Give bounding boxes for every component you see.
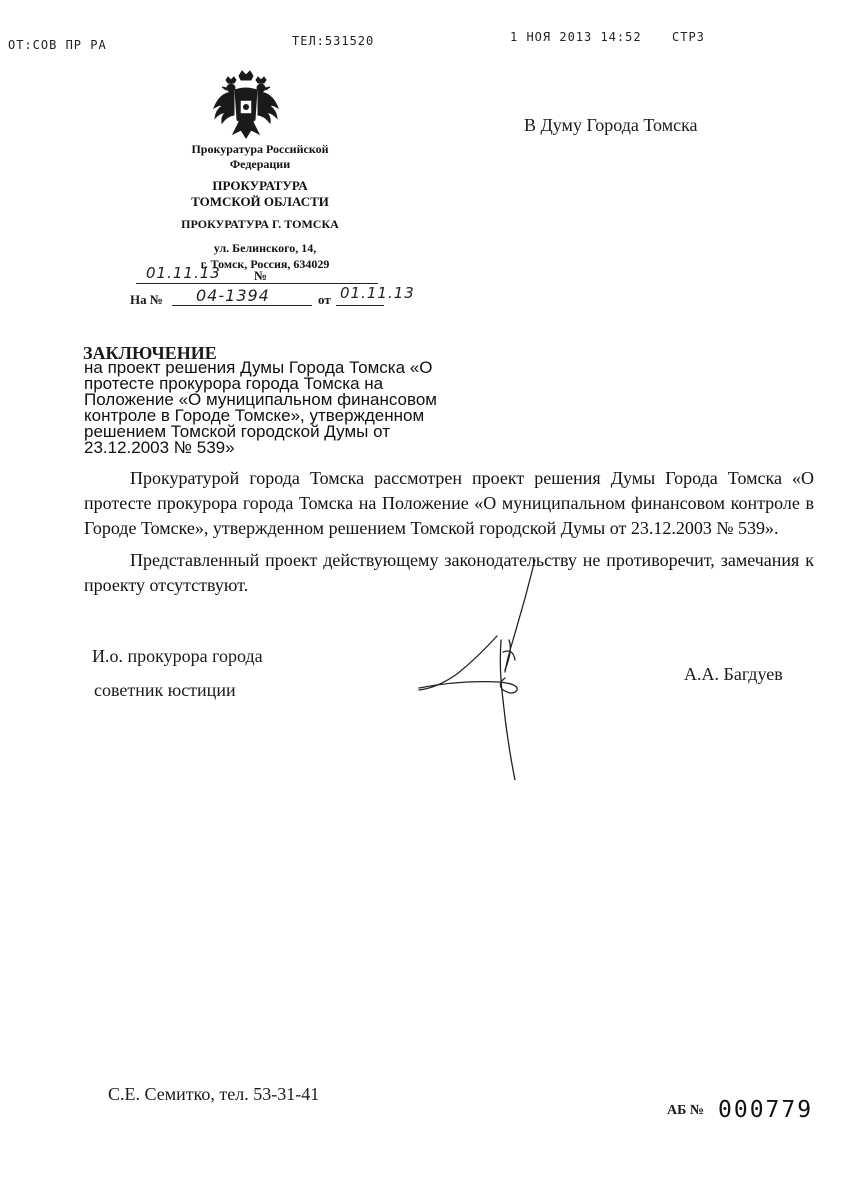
ref-date-line — [336, 305, 384, 306]
signer-rank: советник юстиции — [94, 680, 236, 700]
double-headed-eagle-icon — [212, 70, 280, 142]
subject-line: на проект решения Думы Города Томска «О — [84, 358, 433, 377]
sender-office — [150, 178, 370, 210]
ref-number: 04-1394 — [196, 286, 270, 305]
document-title: ЗАКЛЮЧЕНИЕ — [83, 343, 217, 363]
addressee: В Думу Города Томска — [524, 115, 698, 135]
ref-number-line — [172, 305, 312, 306]
subject-line: решением Томской городской Думы от — [84, 422, 390, 441]
signer-position: И.о. прокурора города — [92, 646, 263, 666]
handwritten-signature — [405, 490, 565, 780]
reg-date: 01.11.13 — [146, 264, 221, 282]
fax-datetime: 1 НОЯ 2013 14:52 — [510, 30, 642, 44]
body-paragraph-2: Представленный проект действующему законодательству не противоречит, замечания к проекту отсутствуют. — [84, 550, 814, 595]
executor-info: С.Е. Семитко, тел. 53-31-41 — [108, 1084, 320, 1104]
sender-address-1: ул. Белинского, 14, — [213, 241, 317, 255]
sender-block — [150, 142, 370, 172]
subject-block — [84, 360, 480, 456]
sender-address-2: г. Томск, Россия, 634029 — [200, 257, 330, 271]
reg-number-label: № — [254, 268, 268, 283]
subject-line: протесте прокурора города Томска на — [84, 374, 384, 393]
sender-line-1: Прокуратура Российской — [191, 142, 329, 156]
ref-date: 01.11.13 — [340, 284, 415, 302]
serial-label: АБ № — [667, 1103, 704, 1118]
fax-sender: ОТ:СОВ ПР РА — [8, 38, 107, 52]
subject-line: контроле в Городе Томске», утвержденном — [84, 406, 425, 425]
ref-number-label: На № — [130, 292, 163, 307]
body-paragraph-1: Прокуратурой города Томска рассмотрен проект решения Думы Города Томска «О протесте прокурора города Томска на Положение «О муниципальном финансовом контроле в Городе Томске», утвержденном решением Томской городской Думы от 23.12.2003 № 539». — [84, 468, 814, 538]
sender-line-4: ТОМСКОЙ ОБЛАСТИ — [191, 194, 329, 209]
sender-line-2: Федерации — [229, 157, 291, 171]
subject-line: 23.12.2003 № 539» — [84, 438, 235, 457]
subject-line: Положение «О муниципальном финансовом — [84, 390, 437, 409]
ref-date-label: от — [318, 292, 331, 307]
signer-name: А.А. Багдуев — [684, 664, 783, 684]
sender-line-5: ПРОКУРАТУРА Г. ТОМСКА — [181, 217, 339, 231]
fax-page: СТР3 — [672, 30, 705, 44]
fax-phone: ТЕЛ:531520 — [292, 34, 375, 48]
sender-line-3: ПРОКУРАТУРА — [212, 178, 308, 193]
serial-number: 000779 — [718, 1097, 814, 1123]
